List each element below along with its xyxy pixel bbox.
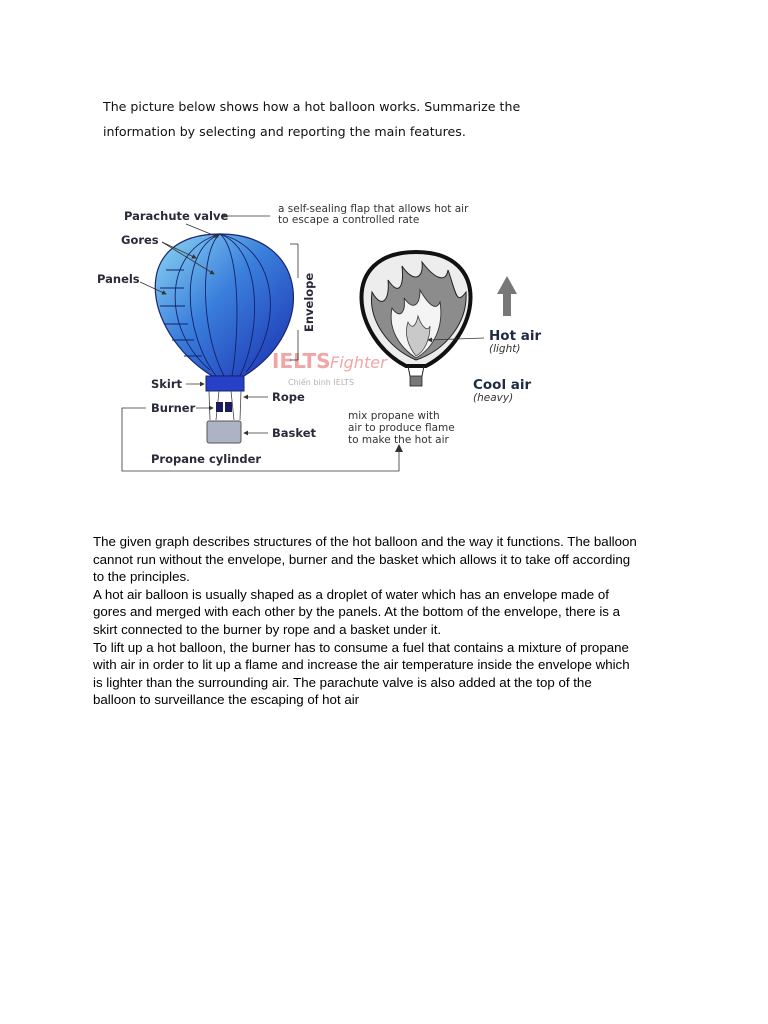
label-rope: Rope [272,390,305,404]
label-parachute-valve: Parachute valve [124,209,229,223]
prompt-line-1: The picture below shows how a hot balloon works. Summarize the [103,99,521,114]
valve-note-2: to escape a controlled rate [278,214,420,226]
label-cool-air-sub: (heavy) [473,392,514,404]
burner [216,402,232,412]
label-gores: Gores [121,233,159,247]
label-cool-air: Cool air [473,377,532,393]
essay-line: to the principles. [93,569,190,585]
essay-line: balloon to surveillance the escaping of hot air [93,692,360,708]
svg-text:IELTS: IELTS [272,349,331,373]
svg-text:Chiến binh IELTS: Chiến binh IELTS [288,378,355,387]
essay-line: A hot air balloon is usually shaped as a droplet of water which has an envelope made of [93,586,609,602]
label-envelope: Envelope [302,272,316,332]
essay-line: cannot run without the envelope, burner and the basket which allows it to take off according [93,551,631,567]
upward-arrow-icon [497,276,517,316]
essay-line: skirt connected to the burner by rope and a basket under it. [93,621,442,637]
basket [207,421,241,443]
skirt [206,376,244,391]
essay-line: is lighter than the surrounding air. The parachute valve is also added at the top of the [93,674,592,690]
mix-note-1: mix propane with [348,410,440,422]
essay-text [93,533,683,709]
valve-note-1: a self-sealing flap that allows hot air [278,203,469,215]
essay-line: gores and merged with each other by the panels. At the bottom of the envelope, there is a [93,604,621,620]
label-propane-cylinder: Propane cylinder [151,452,262,466]
essay-line: The given graph describes structures of the hot balloon and the way it functions. The balloon [93,534,637,549]
label-panels: Panels [97,272,140,286]
mix-note-3: to make the hot air [348,434,449,446]
label-burner: Burner [151,401,196,415]
label-hot-air-sub: (light) [489,343,521,355]
svg-text:Fighter: Fighter [330,353,387,372]
label-hot-air: Hot air [489,328,542,344]
label-basket: Basket [272,426,317,440]
watermark [272,349,388,387]
essay-line: To lift up a hot balloon, the burner has to consume a fuel that contains a mixture of propane [93,639,629,655]
mix-note-2: air to produce flame [348,422,455,434]
label-skirt: Skirt [151,377,183,391]
prompt-line-2: information by selecting and reporting the main features. [103,124,466,139]
essay-line: with air in order to lit up a flame and increase the air temperature inside the envelope which [93,657,630,673]
task-prompt [103,94,563,144]
hot-air-balloon-diagram [0,180,768,480]
